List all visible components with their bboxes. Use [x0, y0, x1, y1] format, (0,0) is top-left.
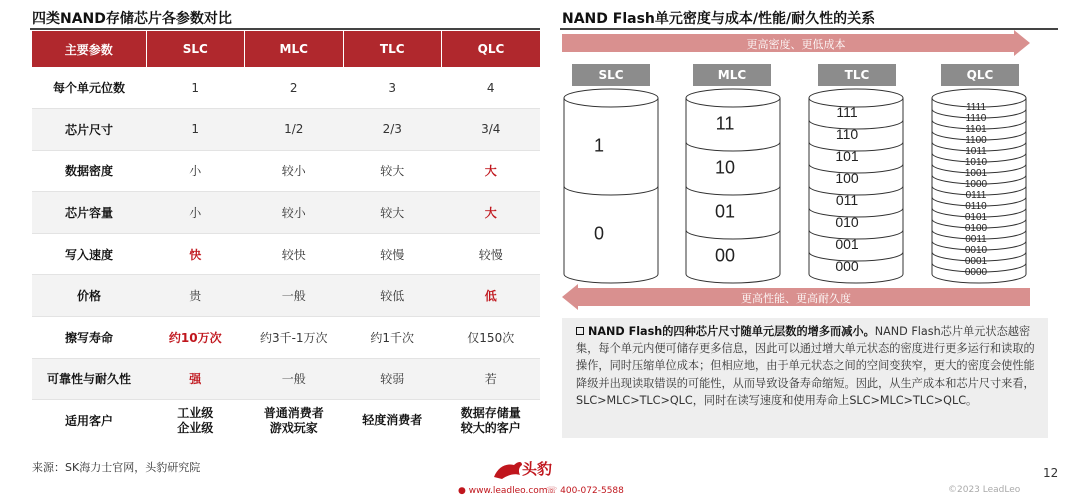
cell-state-label: 01 [714, 201, 736, 222]
table-cell [146, 400, 245, 442]
table-cell: 强 [146, 358, 245, 400]
row-param-label: 价格 [32, 275, 146, 317]
header-param: 主要参数 [32, 31, 146, 67]
table-cell: 2/3 [343, 109, 442, 151]
slc-cylinder [564, 89, 658, 283]
footer-phone [546, 486, 624, 496]
cell-cylinders [560, 88, 1050, 284]
density-cost-arrow [562, 32, 1030, 54]
cell-state-label: 0011 [965, 234, 987, 245]
cell-state-label: 11 [715, 113, 735, 134]
source-note: 来源：SK海力士官网，头豹研究院 [32, 461, 201, 474]
row-param-label: 每个单元位数 [32, 67, 146, 109]
cell-state-label: 1001 [964, 168, 988, 179]
cell-state-label: 000 [835, 257, 859, 274]
cell-state-label: 100 [835, 169, 859, 186]
cell-state-label: 011 [835, 191, 859, 208]
slc-label: SLC [572, 64, 650, 86]
cell-state-label: 1010 [964, 157, 988, 168]
table-header-row [32, 31, 540, 67]
cell-state-label: 110 [835, 125, 859, 142]
table-row [32, 400, 540, 442]
table-cell: 若 [442, 358, 541, 400]
mlc-label: MLC [693, 64, 771, 86]
header-tlc: TLC [343, 31, 442, 67]
row-param-label: 写入速度 [32, 233, 146, 275]
left-title-rule [30, 28, 540, 30]
table-cell: 3 [343, 67, 442, 109]
table-cell: 大 [442, 150, 541, 192]
cell-state-label: 0001 [964, 256, 988, 267]
performance-arrow-label: 更高性能、更高耐久度 [741, 292, 851, 305]
qlc-label: QLC [941, 64, 1019, 86]
bullet-square-icon [576, 327, 584, 335]
logo-text: 头豹 [522, 460, 553, 478]
right-section-title: NAND Flash单元密度与成本/性能/耐久性的关系 [562, 11, 876, 27]
footer-phone-text: 400-072-5588 [560, 486, 624, 496]
cell-state-label: 0100 [964, 223, 988, 234]
cell-state-label: 0 [593, 223, 605, 244]
table-row [32, 317, 540, 359]
cell-state-label: 1100 [965, 135, 987, 146]
table-cell: 较低 [343, 275, 442, 317]
table-row [32, 192, 540, 234]
table-cell-line: 游戏玩家 [269, 420, 318, 435]
table-cell: 较小 [245, 150, 344, 192]
header-qlc: QLC [442, 31, 541, 67]
table-row [32, 109, 540, 151]
table-cell: 贵 [146, 275, 245, 317]
table-cell: 一般 [245, 275, 344, 317]
cell-state-label: 00 [714, 245, 736, 266]
table-cell-line: 工业级 [177, 405, 214, 420]
performance-arrow [562, 286, 1030, 308]
cylinder-body [564, 98, 658, 283]
table-cell: 较大 [343, 192, 442, 234]
table-cell [343, 400, 442, 442]
table-cell: 约3千-1万次 [245, 317, 344, 359]
table-cell: 1/2 [245, 109, 344, 151]
description-body: NAND Flash芯片单元状态越密集，每个单元内便可储存更多信息，因此可以通过增大单元状态的密度进行更多运行和读取的操作，同时压缩单位成本；但相应地，由于单元状态之间的空间变狭窄，更大的密度会使性能降级并出现读取错误的可能性，从而导致设备寿命缩短。因此，从生产成本和芯片尺寸来看，SLC>MLC>TLC>QLC，同时在读写速度和使用寿命上SLC>MLC>TLC>QLC。 [576, 325, 1035, 407]
table-cell: 4 [442, 67, 541, 109]
table-cell-line: 企业级 [177, 420, 214, 435]
phone-icon: ☏ [546, 486, 561, 496]
row-param-label: 可靠性与耐久性 [32, 358, 146, 400]
table-row [32, 67, 540, 109]
cell-state-label: 1110 [965, 113, 987, 124]
table-cell: 1 [146, 67, 245, 109]
cell-state-label: 001 [835, 235, 859, 252]
header-slc: SLC [146, 31, 245, 67]
row-param-label: 适用客户 [64, 414, 113, 429]
table-cell-line: 普通消费者 [263, 405, 324, 420]
table-cell: 仅150次 [442, 317, 541, 359]
table-cell-line: 数据存储量 [460, 405, 521, 420]
footer-website-text: www.leadleo.com [468, 486, 548, 496]
cell-state-label: 111 [836, 103, 858, 120]
table-cell: 较小 [245, 192, 344, 234]
table-cell [245, 400, 344, 442]
cylinder-top [686, 89, 780, 107]
table-cell: 较大 [343, 150, 442, 192]
description-lead: NAND Flash的四种芯片尺寸随单元层数的增多而减小。 [588, 325, 875, 338]
cell-state-label: 1101 [965, 124, 987, 135]
mlc-cylinder [686, 89, 780, 283]
cell-state-label: 1000 [964, 179, 988, 190]
cell-state-label: 010 [835, 213, 859, 230]
row-param-label: 数据密度 [32, 150, 146, 192]
table-cell: 约10万次 [146, 317, 245, 359]
tlc-label: TLC [818, 64, 896, 86]
table-cell: 1 [146, 109, 245, 151]
table-cell: 3/4 [442, 109, 541, 151]
page-number: 12 [1043, 466, 1059, 480]
table-cell: 小 [146, 192, 245, 234]
qlc-cylinder [932, 89, 1026, 283]
cell-state-label: 101 [835, 147, 859, 164]
cell-state-label: 0111 [965, 190, 987, 201]
table-cell [442, 400, 541, 442]
cylinder-top [564, 89, 658, 107]
table-cell-line: 较大的客户 [460, 420, 521, 435]
table-cell: 较慢 [442, 233, 541, 275]
row-param-label: 擦写寿命 [32, 317, 146, 359]
header-mlc: MLC [245, 31, 344, 67]
cell-state-label: 1011 [965, 146, 987, 157]
comparison-table [32, 31, 540, 441]
table-row [32, 358, 540, 400]
description-box [562, 318, 1048, 438]
density-cost-arrow-label: 更高密度、更低成本 [746, 38, 846, 51]
tlc-cylinder [809, 89, 903, 283]
table-cell: 较快 [245, 233, 344, 275]
table-row [32, 150, 540, 192]
table-cell: 约1千次 [343, 317, 442, 359]
table-cell: 快 [146, 233, 245, 275]
table-cell: 大 [442, 192, 541, 234]
table-cell: 较慢 [343, 233, 442, 275]
cell-state-label: 1 [593, 135, 605, 156]
cell-state-label: 0010 [964, 245, 988, 256]
table-cell: 一般 [245, 358, 344, 400]
cell-state-label: 10 [714, 157, 736, 178]
globe-icon: ● [458, 486, 469, 496]
table-cell: 小 [146, 150, 245, 192]
table-cell: 2 [245, 67, 344, 109]
cell-state-label: 1111 [965, 102, 987, 113]
cell-state-label: 0101 [964, 212, 988, 223]
cell-state-label: 0110 [965, 201, 987, 212]
table-cell-line: 轻度消费者 [362, 413, 423, 428]
copyright: ©2023 LeadLeo [948, 485, 1021, 495]
row-param-label: 芯片尺寸 [32, 109, 146, 151]
table-row [32, 275, 540, 317]
table-cell: 较弱 [343, 358, 442, 400]
cell-state-label: 0000 [964, 267, 988, 278]
table-row [32, 233, 540, 275]
left-section-title: 四类NAND存储芯片各参数对比 [32, 11, 232, 27]
table-cell: 低 [442, 275, 541, 317]
row-param-label: 芯片容量 [32, 192, 146, 234]
footer-website[interactable] [458, 486, 548, 496]
